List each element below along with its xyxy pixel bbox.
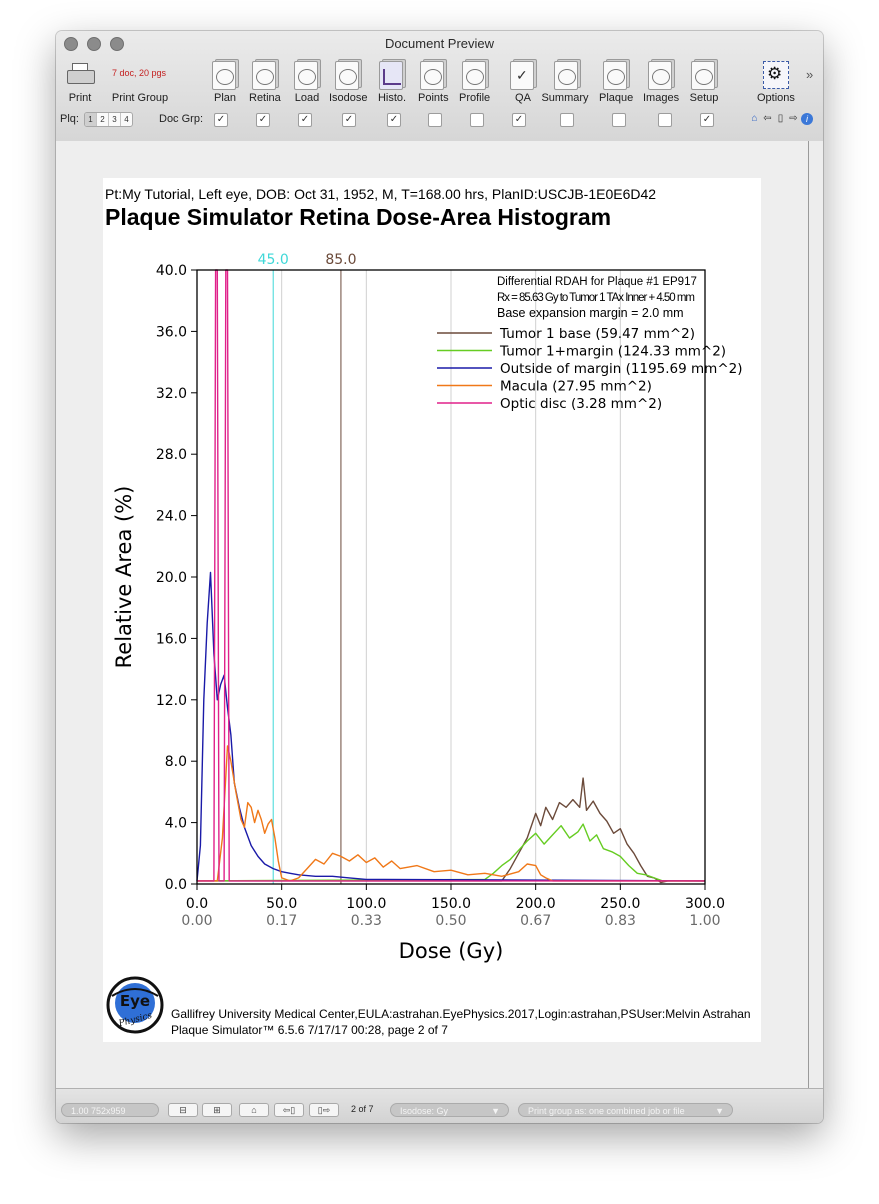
reference-line-label: 85.0 <box>325 252 357 268</box>
plaque-option-2[interactable]: 2 <box>97 113 109 126</box>
zoom-size-indicator[interactable]: 1.00 752x959 <box>61 1103 159 1117</box>
status-bar <box>56 1088 823 1123</box>
doc-grp-checkbox-profile[interactable]: ✓ <box>512 113 526 127</box>
qa-document-icon <box>510 61 534 90</box>
x2-tick-label: 0.33 <box>350 913 382 929</box>
y-tick-label: 32.0 <box>155 385 187 402</box>
footer-institution: Gallifrey University Medical Center,EULA:astrahan.EyePhysics.2017,Login:astrahan,PSUser:Melvin Astrahan <box>171 1007 751 1021</box>
plaque-option-1[interactable]: 1 <box>85 113 97 126</box>
page-icon[interactable]: ▯ <box>777 113 784 124</box>
print-group-mode-dropdown[interactable]: Print group as: one combined job or file ▼ <box>518 1103 733 1117</box>
doc-grp-checkbox-qa[interactable] <box>560 113 574 127</box>
preview-area <box>56 141 823 1088</box>
y-tick-label: 12.0 <box>155 692 187 709</box>
print-group-badge: 7 doc, 20 pgs <box>111 68 167 78</box>
legend-caption: Rx = 85.63 Gy to Tumor 1 TAx Inner + 4.50 mm <box>497 292 695 304</box>
document-preview-window <box>56 31 823 1123</box>
tab-histo[interactable]: Histo. <box>377 57 407 104</box>
gear-icon: ⚙ <box>763 61 789 89</box>
x-tick-label: 300.0 <box>684 896 726 912</box>
isodose-document-icon <box>335 61 359 90</box>
plaque-selector[interactable] <box>84 112 133 127</box>
x-tick-label: 200.0 <box>515 896 556 912</box>
histogram-document-icon <box>379 61 403 90</box>
legend-entry: Macula (27.95 mm^2) <box>500 378 652 395</box>
zoom-out-button[interactable]: ⊟ <box>168 1103 198 1117</box>
options-button[interactable]: ⚙ Options <box>757 57 795 104</box>
patient-header: Pt:My Tutorial, Left eye, DOB: Oct 31, 1952, M, T=168.00 hrs, PlanID:USCJB-1E0E6D42 <box>105 186 657 202</box>
toolbar-overflow-chevron-icon[interactable]: » <box>806 67 814 82</box>
doc-grp-checkbox-plaque[interactable] <box>658 113 672 127</box>
footer-version: Plaque Simulator™ 6.5.6 7/17/17 00:28, page 2 of 7 <box>171 1023 448 1037</box>
images-document-icon <box>648 61 672 90</box>
reference-line-label: 45.0 <box>257 252 289 268</box>
x-tick-label: 50.0 <box>266 896 298 912</box>
next-page-icon[interactable]: ⇨ <box>789 113 798 124</box>
tab-qa[interactable]: ✓ QA <box>508 57 538 104</box>
svg-text:Physics: Physics <box>117 1010 154 1030</box>
tab-points[interactable]: Points <box>418 57 449 104</box>
next-page-button[interactable]: ▯⇨ <box>309 1103 339 1117</box>
x2-tick-label: 0.67 <box>520 913 552 929</box>
tab-setup[interactable]: Setup <box>689 57 719 104</box>
page-indicator: 2 of 7 <box>351 1104 374 1114</box>
tab-plan[interactable]: Plan <box>210 57 240 104</box>
doc-grp-checkbox-images[interactable]: ✓ <box>700 113 714 127</box>
legend-caption: Base expansion margin = 2.0 mm <box>497 306 684 320</box>
y-tick-label: 4.0 <box>164 815 187 832</box>
preview-scroll-area[interactable] <box>56 141 809 1089</box>
tab-summary[interactable]: Summary <box>540 57 590 104</box>
doc-grp-checkbox-points[interactable] <box>470 113 484 127</box>
doc-grp-checkbox-histo[interactable] <box>428 113 442 127</box>
zoom-in-button[interactable]: ⊞ <box>202 1103 232 1117</box>
y-tick-label: 40.0 <box>155 263 187 279</box>
print-group-button[interactable]: 7 doc, 20 pgs Print Group <box>109 57 171 104</box>
legend-entry: Tumor 1 base (59.47 mm^2) <box>500 326 696 342</box>
legend-caption: Differential RDAH for Plaque #1 EP917 <box>497 276 697 288</box>
print-button[interactable]: Print <box>65 57 95 104</box>
y-axis-label: Relative Area (%) <box>112 485 136 669</box>
x2-tick-label: 0.83 <box>604 913 636 929</box>
doc-grp-checkbox-load[interactable]: ✓ <box>342 113 356 127</box>
x2-tick-label: 0.17 <box>266 913 298 929</box>
profile-document-icon <box>462 61 486 90</box>
doc-grp-checkbox-retina[interactable]: ✓ <box>298 113 312 127</box>
printer-icon <box>67 63 93 83</box>
plaque-option-3[interactable]: 3 <box>109 113 121 126</box>
eye-physics-logo <box>106 976 164 1034</box>
doc-grp-label: Doc Grp: <box>159 113 204 125</box>
doc-grp-checkbox-isodose[interactable]: ✓ <box>387 113 401 127</box>
page-title: Plaque Simulator Retina Dose-Area Histogram <box>105 204 612 230</box>
doc-grp-checkbox-summary[interactable] <box>612 113 626 127</box>
svg-text:Eye: Eye <box>119 992 151 1010</box>
home-icon[interactable]: ⌂ <box>751 113 758 124</box>
plq-label: Plq: <box>60 113 79 125</box>
x2-tick-label: 0.50 <box>435 913 467 929</box>
y-tick-label: 0.0 <box>164 877 187 893</box>
chevron-down-icon: ▼ <box>715 1106 724 1116</box>
dose-area-histogram-chart <box>103 230 761 975</box>
tab-load[interactable]: Load <box>292 57 322 104</box>
x2-tick-label: 1.00 <box>689 913 721 929</box>
prev-page-button[interactable]: ⇦▯ <box>274 1103 304 1117</box>
x2-tick-label: 0.00 <box>181 913 213 929</box>
document-page <box>103 178 761 1042</box>
x-tick-label: 250.0 <box>600 896 641 912</box>
x-axis-label: Dose (Gy) <box>398 939 504 963</box>
plaque-document-icon <box>603 61 627 90</box>
x-tick-label: 100.0 <box>346 896 387 912</box>
doc-grp-checkbox-print-group[interactable]: ✓ <box>214 113 228 127</box>
y-tick-label: 24.0 <box>155 508 187 525</box>
page-nav-buttons <box>749 113 813 125</box>
x-tick-label: 0.0 <box>185 896 209 912</box>
y-tick-label: 36.0 <box>155 324 187 341</box>
home-page-button[interactable]: ⌂ <box>239 1103 269 1117</box>
plaque-option-4[interactable]: 4 <box>124 115 129 124</box>
summary-document-icon <box>554 61 578 90</box>
points-document-icon <box>420 61 444 90</box>
doc-grp-checkbox-plan[interactable]: ✓ <box>256 113 270 127</box>
tab-profile[interactable]: Profile <box>459 57 490 104</box>
plan-document-icon <box>212 61 236 90</box>
window-title: Document Preview <box>384 36 495 51</box>
legend-entry: Outside of margin (1195.69 mm^2) <box>500 361 743 377</box>
setup-document-icon <box>691 61 715 90</box>
prev-page-icon[interactable]: ⇦ <box>763 113 772 124</box>
y-tick-label: 16.0 <box>155 631 187 648</box>
y-tick-label: 28.0 <box>155 447 187 464</box>
legend-entry: Tumor 1+margin (124.33 mm^2) <box>500 343 727 360</box>
info-icon[interactable]: i <box>801 113 813 125</box>
tab-plaque[interactable]: Plaque <box>599 57 633 104</box>
chevron-down-icon: ▼ <box>491 1106 500 1116</box>
y-tick-label: 8.0 <box>164 754 187 771</box>
load-document-icon <box>294 61 318 90</box>
isodose-unit-dropdown[interactable]: Isodose: Gy ▼ <box>390 1103 509 1117</box>
tab-images[interactable]: Images <box>643 57 679 104</box>
tab-retina[interactable]: Retina <box>249 57 281 104</box>
titlebar <box>56 31 823 142</box>
retina-document-icon <box>252 61 276 90</box>
legend-entry: Optic disc (3.28 mm^2) <box>500 396 663 412</box>
plaque-docgroup-bar <box>56 111 823 129</box>
tab-isodose[interactable]: Isodose <box>329 57 368 104</box>
y-tick-label: 20.0 <box>155 570 187 586</box>
x-tick-label: 150.0 <box>430 896 472 912</box>
